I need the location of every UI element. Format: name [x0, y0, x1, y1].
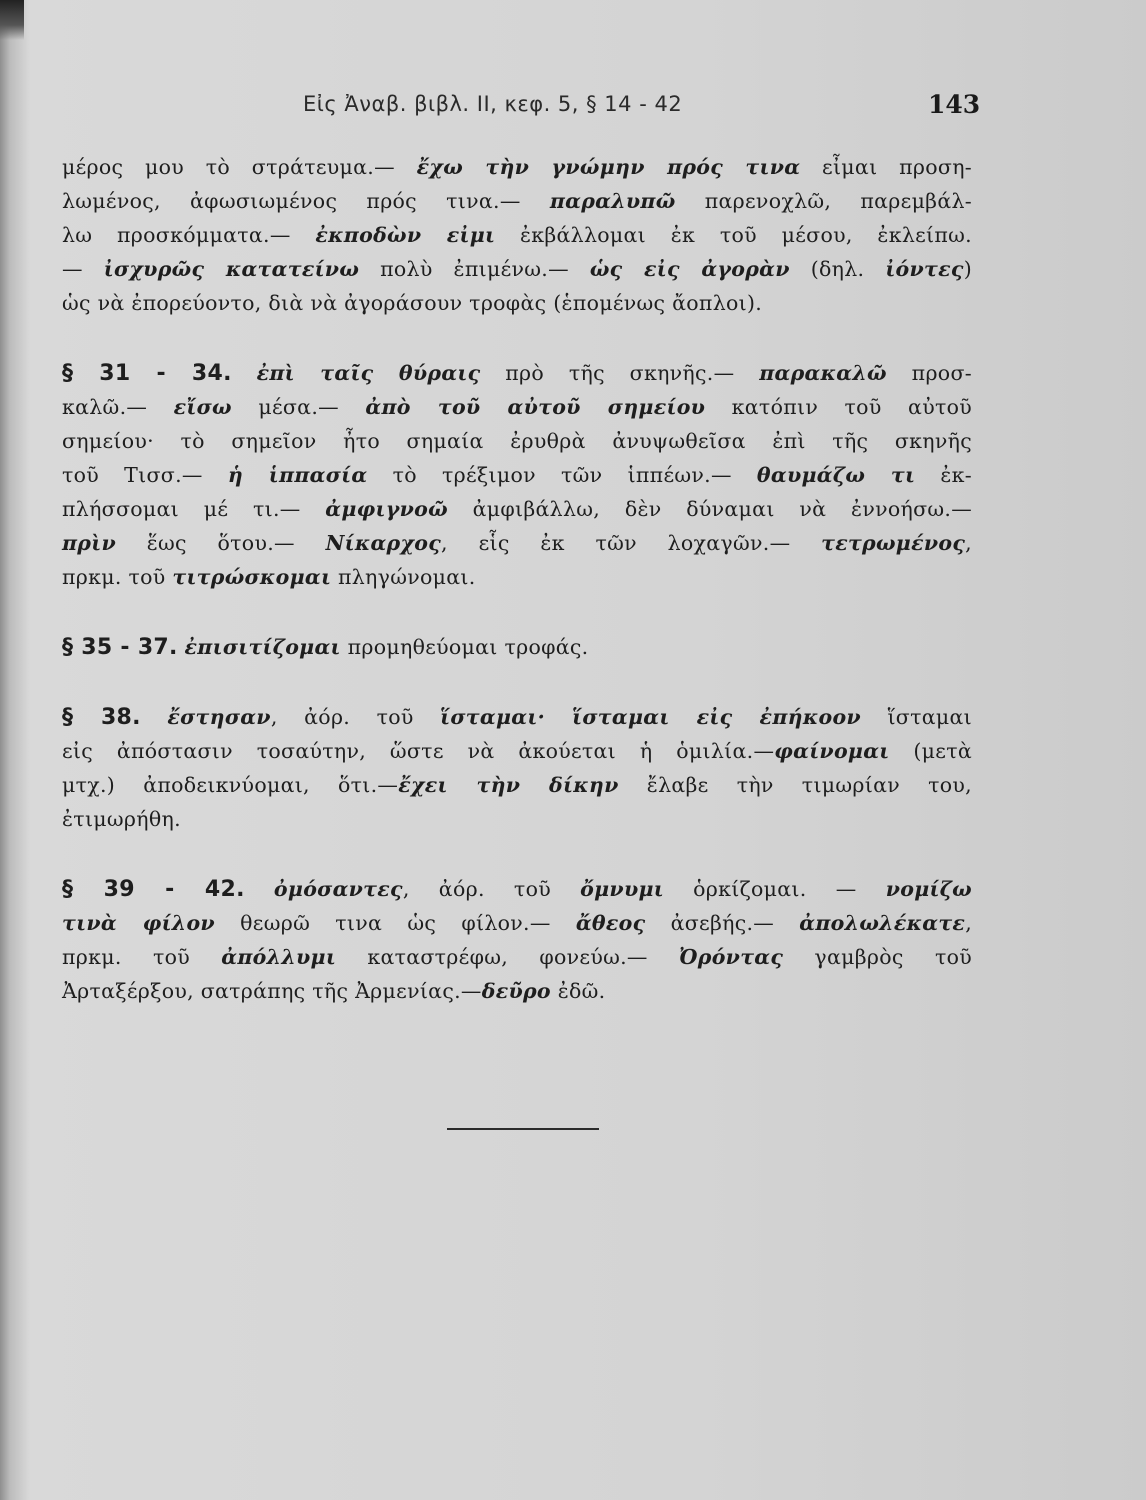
- gloss-text: ἔλαβε τὴν τιμωρίαν του,: [618, 773, 972, 797]
- gloss-text: (δηλ.: [789, 257, 886, 281]
- gloss-text: —: [62, 257, 104, 281]
- gloss-text: ἐκβάλλομαι ἐκ τοῦ μέσου, ἐκλείπω.: [495, 223, 972, 247]
- gloss-text: πλήσσομαι μέ τι.—: [62, 497, 326, 521]
- text-line: [62, 802, 972, 836]
- paragraph-gap: [62, 594, 972, 630]
- paragraph: [62, 872, 972, 1008]
- lemma-term: δεῦρο: [481, 979, 551, 1003]
- gloss-text: ἐδῶ.: [550, 979, 606, 1003]
- text-line: [62, 252, 972, 286]
- text-line: [62, 560, 972, 594]
- text-line: [62, 492, 972, 526]
- paragraph-gap: [62, 836, 972, 872]
- gloss-text: ,: [965, 531, 972, 555]
- lemma-term: παρακαλῶ: [759, 361, 887, 385]
- gloss-text: πολὺ ἐπιμένω.—: [359, 257, 590, 281]
- text-line: [62, 734, 972, 768]
- gloss-text: ,: [965, 911, 973, 935]
- gloss-text: μέρος μου τὸ στράτευμα.—: [62, 155, 417, 179]
- lemma-term: εἴσω: [173, 395, 232, 419]
- lemma-term: νομίζω: [885, 877, 973, 901]
- paragraph: [62, 356, 972, 594]
- gloss-text: , ἀόρ. τοῦ: [270, 705, 441, 729]
- lemma-term: ἔχει τὴν δίκην: [398, 773, 619, 797]
- lemma-term: ὡς εἰς ἀγορὰν: [589, 257, 790, 281]
- text-line: [62, 218, 972, 252]
- lemma-term: φαίνομαι: [774, 739, 890, 763]
- gloss-text: καταστρέφω, φονεύω.—: [336, 945, 679, 969]
- text-line: [62, 872, 972, 906]
- lemma-term: ἰσχυρῶς κατατείνω: [103, 257, 360, 281]
- gloss-text: ὡς νὰ ἐπορεύοντο, διὰ νὰ ἀγοράσουν τροφὰς (ἑπομένως ἄοπλοι).: [62, 291, 763, 315]
- commentary-body: [62, 150, 972, 1008]
- text-line: [62, 424, 972, 458]
- section-number: § 35 - 37.: [62, 635, 178, 660]
- paragraph: [62, 700, 972, 836]
- gloss-text: ἀμφιβάλλω, δὲν δύναμαι νὰ ἐννοήσω.—: [447, 497, 972, 521]
- gloss-text: [245, 877, 274, 901]
- gloss-text: κατόπιν τοῦ αὐτοῦ: [705, 395, 973, 419]
- gloss-text: ): [963, 257, 972, 281]
- paragraph: [62, 630, 972, 664]
- text-line: [62, 458, 972, 492]
- gloss-text: , ἀόρ. τοῦ: [402, 877, 581, 901]
- section-number: § 39 - 42.: [62, 877, 245, 902]
- gloss-text: [232, 361, 257, 385]
- gloss-text: προμηθεύομαι τροφάς.: [340, 635, 589, 659]
- gloss-text: ἕως ὅτου.—: [115, 531, 326, 555]
- lemma-term: ἄθεος: [575, 911, 646, 935]
- lemma-term: τετρωμένος: [821, 531, 966, 555]
- running-head: Εἰς Ἀναβ. βιβλ. II, κεφ. 5, § 14 - 42: [303, 92, 683, 116]
- text-line: [62, 390, 972, 424]
- lemma-term: Νίκαρχος: [325, 531, 442, 555]
- lemma-term: παραλυπῶ: [549, 189, 676, 213]
- text-line: [62, 906, 972, 940]
- lemma-term: ἐκποδὼν εἰμι: [315, 223, 496, 247]
- gloss-text: Ἀρταξέρξου, σατράπης τῆς Ἀρμενίας.—: [62, 979, 482, 1003]
- text-line: [62, 974, 972, 1008]
- gloss-text: ἀσεβής.—: [645, 911, 800, 935]
- paragraph: [62, 150, 972, 320]
- gloss-text: ἐτιμωρήθη.: [62, 807, 181, 831]
- gloss-text: ἵσταμαι: [860, 705, 972, 729]
- text-line: [62, 356, 972, 390]
- text-line: [62, 286, 972, 320]
- lemma-term: ἔστησαν: [167, 705, 271, 729]
- lemma-term: τιτρώσκομαι: [172, 565, 332, 589]
- text-line: [62, 150, 972, 184]
- lemma-term: πρὶν: [62, 531, 116, 555]
- text-line: [62, 630, 972, 664]
- lemma-term: ἵσταμαι· ἵσταμαι εἰς ἐπήκοον: [440, 705, 861, 729]
- gloss-text: εἰς ἀπόστασιν τοσαύτην, ὥστε νὰ ἀκούεται ἡ ὁμιλία.—: [62, 739, 775, 763]
- lemma-term: ἡ ἱππασία: [227, 463, 368, 487]
- gloss-text: ἐκ-: [915, 463, 972, 487]
- paragraph-gap: [62, 320, 972, 356]
- lemma-term: ἐπὶ ταῖς θύραις: [256, 361, 481, 385]
- section-number: § 31 - 34.: [62, 361, 232, 386]
- paragraph-gap: [62, 664, 972, 700]
- page-header: [0, 92, 1146, 122]
- gloss-text: ὁρκίζομαι. —: [664, 877, 886, 901]
- lemma-term: ἔχω τὴν γνώμην πρός τινα: [416, 155, 801, 179]
- end-rule: [447, 1128, 599, 1130]
- lemma-term: ὄμνυμι: [580, 877, 664, 901]
- gloss-text: σημείου· τὸ σημεῖον ἦτο σημαία ἐρυθρὰ ἀνυψωθεῖσα ἐπὶ τῆς σκηνῆς: [62, 429, 972, 453]
- lemma-term: ἐπισιτίζομαι: [184, 635, 341, 659]
- lemma-term: τινὰ φίλον: [62, 911, 215, 935]
- gloss-text: λω προσκόμματα.—: [62, 223, 316, 247]
- gloss-text: [178, 635, 185, 659]
- gloss-text: εἶμαι προση-: [800, 155, 972, 179]
- gloss-text: λωμένος, ἀφωσιωμένος πρός τινα.—: [62, 189, 550, 213]
- lemma-term: Ὀρόντας: [679, 945, 784, 969]
- gloss-text: θεωρῶ τινα ὡς φίλον.—: [214, 911, 576, 935]
- lemma-term: θαυμάζω τι: [756, 463, 916, 487]
- gloss-text: πληγώνομαι.: [331, 565, 476, 589]
- gloss-text: πρκμ. τοῦ: [62, 565, 173, 589]
- text-line: [62, 184, 972, 218]
- gloss-text: τοῦ Τισσ.—: [62, 463, 228, 487]
- lemma-term: ἀπὸ τοῦ αὐτοῦ σημείου: [365, 395, 706, 419]
- gloss-text: μτχ.) ἀποδεικνύομαι, ὅτι.—: [62, 773, 399, 797]
- text-line: [62, 526, 972, 560]
- text-line: [62, 700, 972, 734]
- lemma-term: ἀμφιγνοῶ: [325, 497, 448, 521]
- gloss-text: πρὸ τῆς σκηνῆς.—: [480, 361, 760, 385]
- lemma-term: ἰόντες: [885, 257, 964, 281]
- gloss-text: , εἷς ἐκ τῶν λοχαγῶν.—: [441, 531, 822, 555]
- gloss-text: τὸ τρέξιμον τῶν ἱππέων.—: [367, 463, 757, 487]
- lemma-term: ἀπολωλέκατε: [799, 911, 966, 935]
- gloss-text: [141, 705, 168, 729]
- gloss-text: παρενοχλῶ, παρεμβάλ-: [675, 189, 973, 213]
- lemma-term: ἀπόλλυμι: [221, 945, 337, 969]
- lemma-term: ὀμόσαντες: [273, 877, 403, 901]
- section-number: § 38.: [62, 705, 141, 730]
- gloss-text: καλῶ.—: [62, 395, 174, 419]
- page-number: 143: [928, 90, 981, 119]
- gloss-text: μέσα.—: [231, 395, 366, 419]
- gloss-text: (μετὰ: [889, 739, 972, 763]
- gloss-text: προσ-: [886, 361, 972, 385]
- text-line: [62, 768, 972, 802]
- gloss-text: γαμβρὸς τοῦ: [783, 945, 972, 969]
- binding-shadow: [0, 0, 24, 40]
- gloss-text: πρκμ. τοῦ: [62, 945, 222, 969]
- text-line: [62, 940, 972, 974]
